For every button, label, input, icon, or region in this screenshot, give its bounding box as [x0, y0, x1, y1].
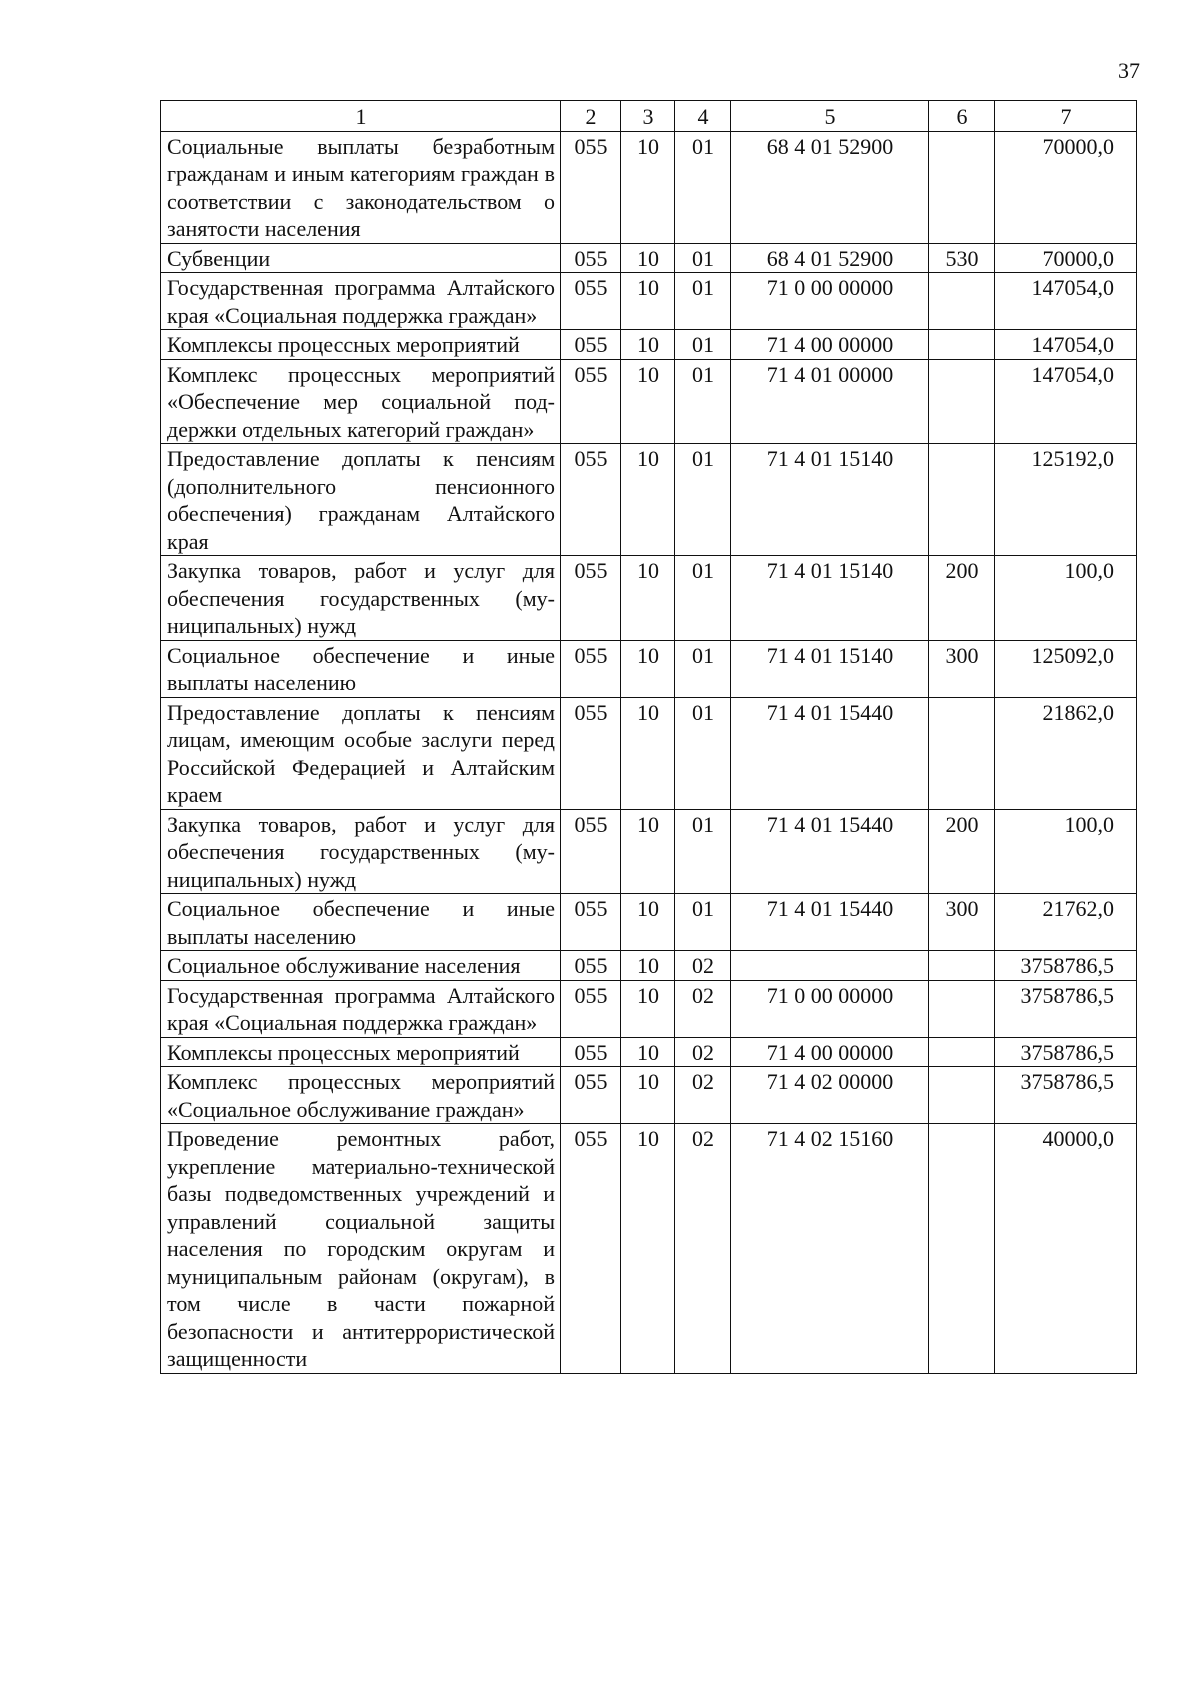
row-code-cell: 055	[561, 243, 621, 273]
row-expense-type-cell: 300	[929, 640, 995, 697]
table-row	[161, 330, 1137, 360]
row-amount-cell: 147054,0	[995, 359, 1137, 444]
row-amount-cell: 3758786,5	[995, 1037, 1137, 1067]
row-expense-type-cell	[929, 697, 995, 809]
row-section-cell: 10	[621, 556, 675, 641]
row-name-cell: Социальные выплаты безработным гражданам и иным категориям граждан в соответствии с законодательством о занятости населения	[161, 131, 561, 243]
row-code-cell: 055	[561, 359, 621, 444]
row-subsection-cell: 01	[675, 809, 731, 894]
row-expense-type-cell	[929, 330, 995, 360]
row-section-cell: 10	[621, 444, 675, 556]
header-cell-2: 2	[561, 101, 621, 132]
row-section-cell: 10	[621, 1067, 675, 1124]
row-target-article-cell: 71 4 00 00000	[731, 330, 929, 360]
row-section-cell: 10	[621, 951, 675, 981]
table-body	[161, 101, 1137, 1374]
row-expense-type-cell	[929, 444, 995, 556]
row-amount-cell: 21862,0	[995, 697, 1137, 809]
row-amount-cell: 100,0	[995, 809, 1137, 894]
row-code-cell: 055	[561, 556, 621, 641]
row-code-cell: 055	[561, 951, 621, 981]
header-cell-5: 5	[731, 101, 929, 132]
row-expense-type-cell	[929, 131, 995, 243]
row-name-cell: Предоставление доплаты к пенсиям (дополнительного пенсионного обеспечения) гражданам Алтайского края	[161, 444, 561, 556]
header-cell-3: 3	[621, 101, 675, 132]
row-target-article-cell: 68 4 01 52900	[731, 243, 929, 273]
header-cell-1: 1	[161, 101, 561, 132]
header-cell-4: 4	[675, 101, 731, 132]
table-row	[161, 1067, 1137, 1124]
row-section-cell: 10	[621, 273, 675, 330]
row-name-cell: Комплекс процессных мероприятий «Обеспечение мер социальной поддержки отдельных категорий граждан»	[161, 359, 561, 444]
row-target-article-cell: 68 4 01 52900	[731, 131, 929, 243]
header-cell-6: 6	[929, 101, 995, 132]
table-row	[161, 556, 1137, 641]
row-code-cell: 055	[561, 1067, 621, 1124]
page-number: 37	[1118, 58, 1140, 83]
row-amount-cell: 21762,0	[995, 894, 1137, 951]
row-subsection-cell: 02	[675, 1067, 731, 1124]
row-target-article-cell	[731, 951, 929, 981]
row-subsection-cell: 01	[675, 444, 731, 556]
row-expense-type-cell	[929, 1037, 995, 1067]
row-name-cell: Социальное обеспечение и иные выплаты населению	[161, 894, 561, 951]
row-expense-type-cell: 200	[929, 809, 995, 894]
table-header-row	[161, 101, 1137, 132]
row-subsection-cell: 01	[675, 359, 731, 444]
row-amount-cell: 40000,0	[995, 1124, 1137, 1374]
row-subsection-cell: 02	[675, 980, 731, 1037]
row-name-cell: Комплексы процессных мероприятий	[161, 330, 561, 360]
row-subsection-cell: 01	[675, 273, 731, 330]
row-name-cell: Предоставление доплаты к пенсиям лицам, имеющим особые заслуги перед Российской Федерацией и Алтайским краем	[161, 697, 561, 809]
row-section-cell: 10	[621, 809, 675, 894]
row-expense-type-cell	[929, 359, 995, 444]
row-subsection-cell: 02	[675, 1037, 731, 1067]
row-name-cell: Государственная программа Алтайского края «Социальная поддержка граждан»	[161, 980, 561, 1037]
row-section-cell: 10	[621, 1037, 675, 1067]
row-code-cell: 055	[561, 894, 621, 951]
row-code-cell: 055	[561, 444, 621, 556]
row-amount-cell: 70000,0	[995, 243, 1137, 273]
table-row	[161, 1124, 1137, 1374]
row-name-cell: Социальное обслуживание населения	[161, 951, 561, 981]
row-section-cell: 10	[621, 330, 675, 360]
row-amount-cell: 70000,0	[995, 131, 1137, 243]
row-section-cell: 10	[621, 894, 675, 951]
row-subsection-cell: 01	[675, 131, 731, 243]
row-subsection-cell: 01	[675, 556, 731, 641]
row-section-cell: 10	[621, 359, 675, 444]
table-row	[161, 697, 1137, 809]
row-expense-type-cell	[929, 1124, 995, 1374]
row-subsection-cell: 01	[675, 330, 731, 360]
row-section-cell: 10	[621, 640, 675, 697]
row-amount-cell: 147054,0	[995, 330, 1137, 360]
row-code-cell: 055	[561, 809, 621, 894]
row-amount-cell: 125092,0	[995, 640, 1137, 697]
row-target-article-cell: 71 4 01 15140	[731, 444, 929, 556]
table-row	[161, 980, 1137, 1037]
row-name-cell: Закупка товаров, работ и услуг для обеспечения государственных (муниципальных) нужд	[161, 556, 561, 641]
row-code-cell: 055	[561, 640, 621, 697]
row-target-article-cell: 71 0 00 00000	[731, 980, 929, 1037]
row-code-cell: 055	[561, 697, 621, 809]
row-expense-type-cell: 530	[929, 243, 995, 273]
row-expense-type-cell: 300	[929, 894, 995, 951]
header-cell-7: 7	[995, 101, 1137, 132]
row-amount-cell: 3758786,5	[995, 951, 1137, 981]
table-row	[161, 1037, 1137, 1067]
row-expense-type-cell	[929, 951, 995, 981]
row-target-article-cell: 71 4 01 00000	[731, 359, 929, 444]
table-row	[161, 243, 1137, 273]
row-target-article-cell: 71 4 02 00000	[731, 1067, 929, 1124]
row-subsection-cell: 01	[675, 894, 731, 951]
row-subsection-cell: 02	[675, 951, 731, 981]
row-expense-type-cell: 200	[929, 556, 995, 641]
row-code-cell: 055	[561, 330, 621, 360]
budget-table	[160, 100, 1137, 1374]
row-amount-cell: 3758786,5	[995, 1067, 1137, 1124]
row-section-cell: 10	[621, 980, 675, 1037]
row-name-cell: Государственная программа Алтайского края «Социальная поддержка граждан»	[161, 273, 561, 330]
row-code-cell: 055	[561, 273, 621, 330]
row-name-cell: Социальное обеспечение и иные выплаты населению	[161, 640, 561, 697]
row-target-article-cell: 71 0 00 00000	[731, 273, 929, 330]
row-target-article-cell: 71 4 01 15440	[731, 809, 929, 894]
row-name-cell: Комплекс процессных мероприятий «Социальное обслуживание граждан»	[161, 1067, 561, 1124]
row-code-cell: 055	[561, 1124, 621, 1374]
row-code-cell: 055	[561, 980, 621, 1037]
row-subsection-cell: 01	[675, 243, 731, 273]
table-row	[161, 273, 1137, 330]
row-expense-type-cell	[929, 980, 995, 1037]
row-section-cell: 10	[621, 697, 675, 809]
row-target-article-cell: 71 4 01 15140	[731, 556, 929, 641]
row-amount-cell: 100,0	[995, 556, 1137, 641]
row-amount-cell: 125192,0	[995, 444, 1137, 556]
row-subsection-cell: 01	[675, 697, 731, 809]
row-target-article-cell: 71 4 01 15140	[731, 640, 929, 697]
row-name-cell: Проведение ремонтных работ, укрепление материально-технической базы подведомственных учреждений и управлений социальной защиты населения по городским округам и муниципальным районам (округам), в том числе в части пожарной безопасности и антитеррористической защищенности	[161, 1124, 561, 1374]
row-subsection-cell: 02	[675, 1124, 731, 1374]
row-section-cell: 10	[621, 131, 675, 243]
row-name-cell: Комплексы процессных мероприятий	[161, 1037, 561, 1067]
row-section-cell: 10	[621, 1124, 675, 1374]
table-row	[161, 809, 1137, 894]
row-expense-type-cell	[929, 1067, 995, 1124]
table-row	[161, 640, 1137, 697]
row-target-article-cell: 71 4 00 00000	[731, 1037, 929, 1067]
table-row	[161, 444, 1137, 556]
table-row	[161, 894, 1137, 951]
row-target-article-cell: 71 4 02 15160	[731, 1124, 929, 1374]
table-row	[161, 131, 1137, 243]
row-code-cell: 055	[561, 131, 621, 243]
row-amount-cell: 147054,0	[995, 273, 1137, 330]
row-amount-cell: 3758786,5	[995, 980, 1137, 1037]
row-section-cell: 10	[621, 243, 675, 273]
row-target-article-cell: 71 4 01 15440	[731, 894, 929, 951]
row-expense-type-cell	[929, 273, 995, 330]
row-subsection-cell: 01	[675, 640, 731, 697]
table-row	[161, 359, 1137, 444]
row-name-cell: Субвенции	[161, 243, 561, 273]
table-row	[161, 951, 1137, 981]
row-code-cell: 055	[561, 1037, 621, 1067]
row-target-article-cell: 71 4 01 15440	[731, 697, 929, 809]
row-name-cell: Закупка товаров, работ и услуг для обеспечения государственных (муниципальных) нужд	[161, 809, 561, 894]
